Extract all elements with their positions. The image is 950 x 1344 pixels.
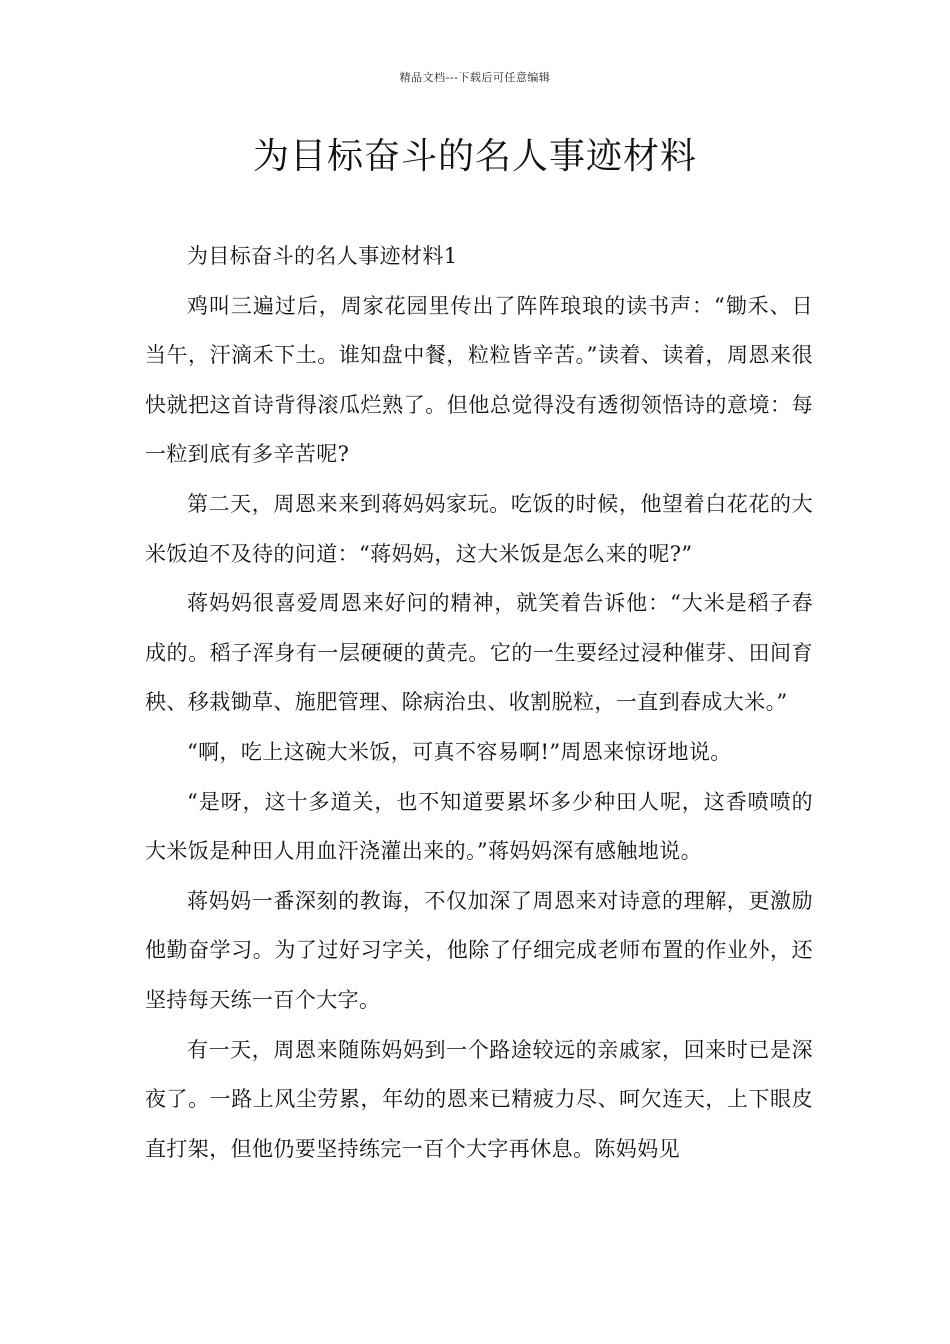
paragraph: 有一天，周恩来随陈妈妈到一个路途较远的亲戚家，回来时已是深夜了。一路上风尘劳累，年幼的恩来已精疲力尽、呵欠连天，上下眼皮直打架，但他仍要坚持练完一百个大字再休息。陈妈妈见 xyxy=(145,1037,813,1161)
paragraph: 蒋妈妈一番深刻的教诲，不仅加深了周恩来对诗意的理解，更激励他勤奋学习。为了过好习字关，他除了仔细完成老师布置的作业外，还坚持每天练一百个大字。 xyxy=(145,888,813,1012)
paragraph-subtitle: 为目标奋斗的名人事迹材料1 xyxy=(187,244,458,268)
document-body xyxy=(145,232,813,1174)
paragraph: 蒋妈妈很喜爱周恩来好问的精神，就笑着告诉他：“大米是稻子舂成的。稻子浑身有一层硬硬的黄壳。它的一生要经过浸种催芽、田间育秧、移栽锄草、施肥管理、除病治虫、收割脱粒，一直到舂成大米。” xyxy=(145,591,813,715)
paragraph: “是呀，这十多道关，也不知道要累坏多少种田人呢，这香喷喷的大米饭是种田人用血汗浇灌出来的。”蒋妈妈深有感触地说。 xyxy=(145,789,813,864)
document-title: 为目标奋斗的名人事迹材料 xyxy=(252,136,697,177)
paragraph: 鸡叫三遍过后，周家花园里传出了阵阵琅琅的读书声：“锄禾、日当午，汗滴禾下土。谁知盘中餐，粒粒皆辛苦。”读着、读着，周恩来很快就把这首诗背得滚瓜烂熟了。但他总觉得没有透彻领悟诗的意境：每一粒到底有多辛苦呢? xyxy=(145,293,813,467)
paragraph: “啊，吃上这碗大米饭，可真不容易啊!”周恩来惊讶地说。 xyxy=(187,739,732,764)
header-note: 精品文档---下载后可任意编辑 xyxy=(399,71,551,84)
paragraph: 第二天，周恩来来到蒋妈妈家玩。吃饭的时候，他望着白花花的大米饭迫不及待的问道：“蒋妈妈，这大米饭是怎么来的呢?” xyxy=(145,491,813,566)
